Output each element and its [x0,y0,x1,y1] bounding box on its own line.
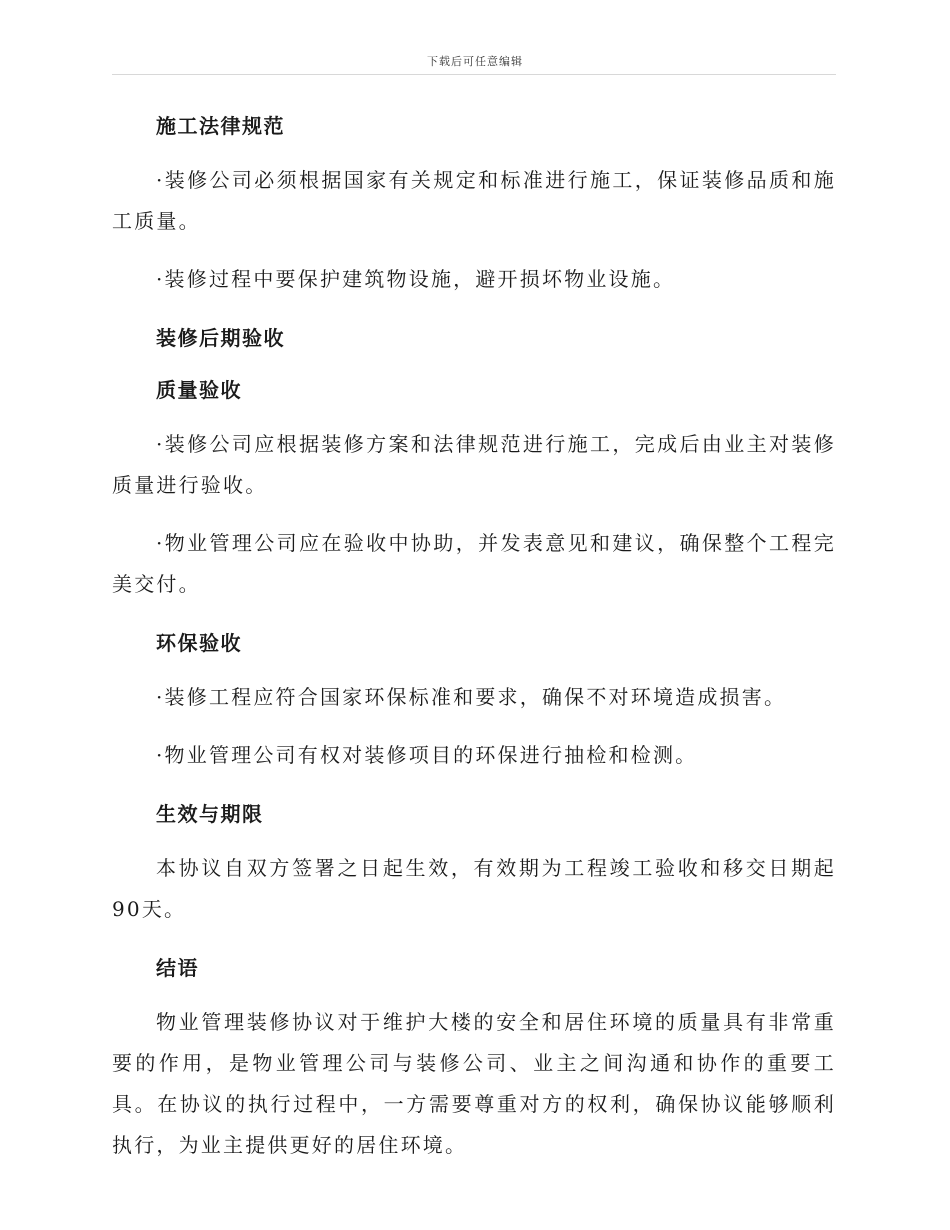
section-heading-environmental-acceptance: 环保验收 [156,631,242,655]
paragraph: ·装修公司应根据装修方案和法律规范进行施工，完成后由业主对装修质量进行验收。 [112,432,836,497]
document-body [112,112,836,1166]
paragraph: 物业管理装修协议对于维护大楼的安全和居住环境的质量具有非常重要的作用，是物业管理公司与装修公司、业主之间沟通和协作的重要工具。在协议的执行过程中，一方需要尊重对方的权利，确保协议能够顺利执行，为业主提供更好的居住环境。 [112,1010,836,1157]
section-heading-conclusion: 结语 [156,956,199,980]
paragraph: ·物业管理公司有权对装修项目的环保进行抽检和检测。 [156,743,698,767]
section-heading-quality-acceptance: 质量验收 [156,378,242,402]
page-header: 下载后可任意编辑 [427,55,523,68]
paragraph: 本协议自双方签署之日起生效，有效期为工程竣工验收和移交日期起90天。 [112,856,836,921]
section-heading-construction-law: 施工法律规范 [156,114,285,138]
paragraph: ·装修公司必须根据国家有关规定和标准进行施工，保证装修品质和施工质量。 [112,168,836,233]
section-heading-effect-and-term: 生效与期限 [156,802,264,826]
section-heading-final-acceptance: 装修后期验收 [156,326,285,350]
paragraph: ·物业管理公司应在验收中协助，并发表意见和建议，确保整个工程完美交付。 [112,531,836,596]
paragraph: ·装修工程应符合国家环保标准和要求，确保不对环境造成损害。 [156,685,787,709]
header-divider [112,74,836,75]
paragraph: ·装修过程中要保护建筑物设施，避开损坏物业设施。 [156,267,676,291]
